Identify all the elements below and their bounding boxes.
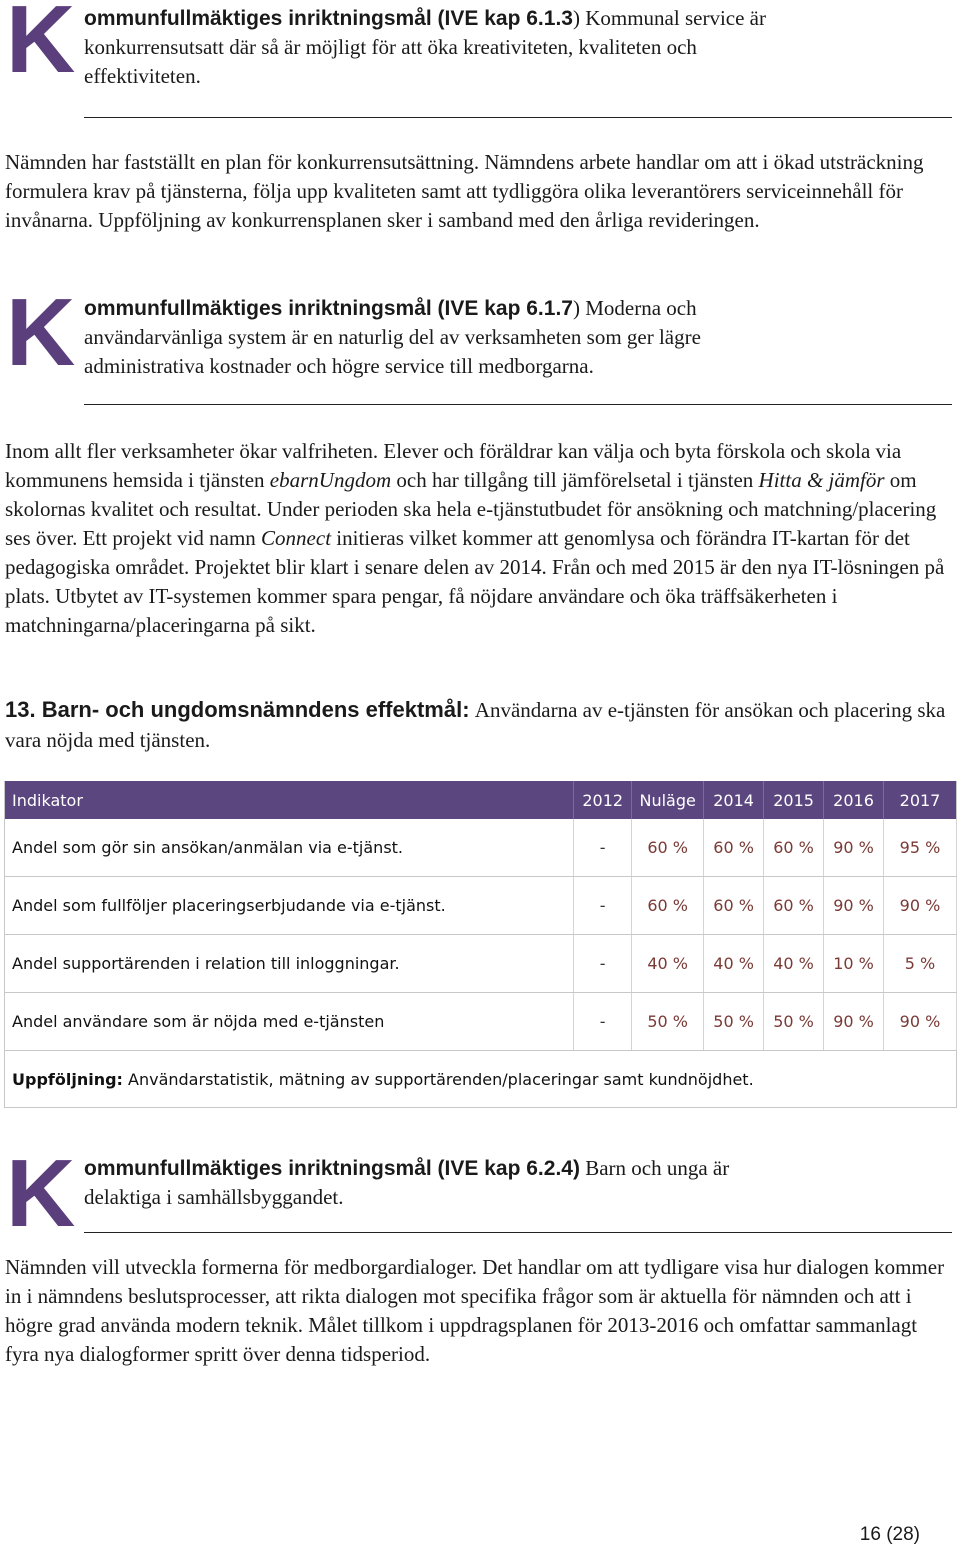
goal-text: ommunfullmäktiges inriktningsmål (IVE kap 6.1.3) Kommunal service är konkurrensutsatt där så är möjligt för att öka kreativiteten, kvaliteten och effektiviteten. (84, 6, 766, 88)
value-cell: 90 % (884, 993, 957, 1051)
goal-text: ommunfullmäktiges inriktningsmål (IVE kap 6.1.7) Moderna och användarvänliga system är en naturlig del av verksamheten som ger lägre administrativa kostnader och högre service till medborgarna. (84, 296, 701, 378)
project-name-connect: Connect (261, 526, 332, 550)
value-cell: 60 % (632, 877, 704, 935)
value-cell: 5 % (884, 935, 957, 993)
indicator-cell: Andel som fullföljer placeringserbjudande via e-tjänst. (5, 877, 574, 935)
column-header: Indikator (5, 781, 574, 819)
value-cell: 95 % (884, 819, 957, 877)
value-cell: 40 % (704, 935, 764, 993)
followup-cell (5, 1051, 957, 1108)
indicator-cell: Andel supportärenden i relation till inloggningar. (5, 935, 574, 993)
table-row (5, 935, 957, 993)
column-header: 2015 (764, 781, 824, 819)
paragraph-freedom-of-choice: Inom allt fler verksamheter ökar valfriheten. Elever och föräldrar kan välja och byta förskola och skola via kommunens hemsida i tjänsten ebarnUngdom och har tillgång till jämförelsetal i tjänsten Hitta & jämför om skolornas kvalitet och resultat. Under perioden ska hela e-tjänstutbudet för ansökning och matchning/placering ses över. Ett projekt vid namn Connect initieras vilket kommer att genomlysa och förändra IT-kartan för det pedagogiska området. Projektet blir klart i senare delen av 2014. Från och med 2015 är den nya IT-lösningen på plats. Utbytet av IT-systemen kommer spara pengar, få nöjdare användare och öka träffsäkerheten i matchningarna/placeringarna på sikt. (5, 439, 945, 637)
divider-line (84, 117, 952, 118)
divider-line (84, 1232, 952, 1233)
column-header: 2012 (574, 781, 632, 819)
goal-heading: ommunfullmäktiges inriktningsmål (IVE kap 6.2.4) (84, 1157, 580, 1180)
goal-description: Barn och unga är (585, 1156, 730, 1180)
section-13-title: 13. Barn- och ungdomsnämndens effektmål: (5, 697, 470, 722)
value-cell: 90 % (884, 877, 957, 935)
indicator-cell: Andel användare som är nöjda med e-tjänsten (5, 993, 574, 1051)
column-header: 2016 (824, 781, 884, 819)
followup-text: Användarstatistik, mätning av supportärenden/placeringar samt kundnöjdhet. (122, 1069, 754, 1089)
service-name-hitta-jamfor: Hitta & jämför (758, 468, 885, 492)
goal-heading: ommunfullmäktiges inriktningsmål (IVE kap 6.1.7 (84, 297, 573, 320)
value-cell: 60 % (704, 819, 764, 877)
column-header: 2014 (704, 781, 764, 819)
value-cell: 90 % (824, 877, 884, 935)
value-cell: 60 % (764, 819, 824, 877)
table-row (5, 877, 957, 935)
page-number: 16 (28) (859, 1524, 920, 1545)
paragraph-competition: Nämnden har fastställt en plan för konkurrensutsättning. Nämndens arbete handlar om att i ökad utsträckning formulera krav på tjänsterna, följa upp kvaliteten samt att tydliggöra olika leverantörers serviceinnehåll för invånarna. Uppföljning av konkurrensplanen sker i samband med den årliga revideringen. (5, 150, 924, 232)
column-header: 2017 (884, 781, 957, 819)
value-cell: 40 % (632, 935, 704, 993)
table-row (5, 993, 957, 1051)
value-cell: - (574, 935, 632, 993)
section-13-goal: Användarna av e-tjänsten för ansökan och placering ska vara nöjda med tjänsten. (5, 698, 946, 752)
drop-cap: K (6, 0, 74, 93)
value-cell: 60 % (632, 819, 704, 877)
followup-label: Uppföljning: (12, 1069, 123, 1089)
value-cell: 90 % (824, 993, 884, 1051)
value-cell: 60 % (764, 877, 824, 935)
indicator-table (4, 781, 957, 1108)
followup-row (5, 1051, 957, 1108)
goal-heading: ommunfullmäktiges inriktningsmål (IVE kap 6.1.3 (84, 7, 573, 30)
drop-cap: K (6, 279, 74, 386)
column-header: Nuläge (632, 781, 704, 819)
goal-description: Moderna och (585, 296, 697, 320)
value-cell: 50 % (632, 993, 704, 1051)
service-name-ebarnungdom: ebarnUngdom (269, 468, 392, 492)
goal-description: Kommunal service är (585, 6, 766, 30)
value-cell: 90 % (824, 819, 884, 877)
table-row (5, 819, 957, 877)
value-cell: - (574, 819, 632, 877)
divider-line (84, 404, 952, 405)
goal-text: ommunfullmäktiges inriktningsmål (IVE kap 6.2.4) Barn och unga är delaktiga i samhällsbyggandet. (84, 1156, 730, 1209)
value-cell: - (574, 993, 632, 1051)
value-cell: 50 % (764, 993, 824, 1051)
value-cell: 60 % (704, 877, 764, 935)
value-cell: - (574, 877, 632, 935)
value-cell: 50 % (704, 993, 764, 1051)
drop-cap: K (6, 1140, 74, 1247)
value-cell: 10 % (824, 935, 884, 993)
indicator-cell: Andel som gör sin ansökan/anmälan via e-tjänst. (5, 819, 574, 877)
value-cell: 40 % (764, 935, 824, 993)
table-header-row (5, 781, 957, 819)
paragraph-citizen-dialogue: Nämnden vill utveckla formerna för medborgardialoger. Det handlar om att tydligare visa hur dialogen kommer in i nämndens beslutsprocesser, att rikta dialogen mot specifika frågor som är aktuella för nämnden och att i högre grad använda modern teknik. Målet tillkom i uppdragsplanen för 2013-2016 och omfattar sammanlagt fyra nya dialogformer spritt över denna tidsperiod. (5, 1255, 945, 1366)
section-13-heading (5, 695, 950, 755)
